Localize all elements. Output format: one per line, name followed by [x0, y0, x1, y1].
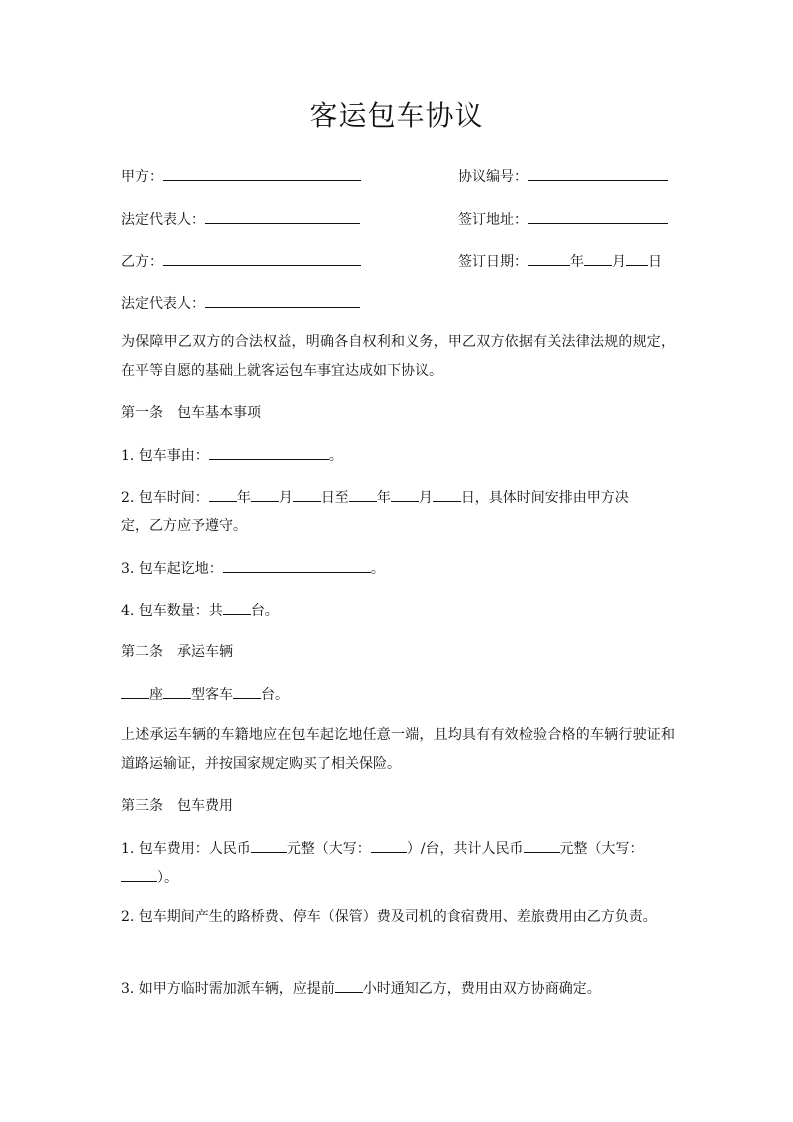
item3-prefix: 3. 包车起讫地：: [121, 561, 223, 577]
end-month-blank[interactable]: [391, 487, 419, 502]
end-month-label: 月: [418, 490, 433, 506]
article2-paragraph: 上述承运车辆的车籍地应在包车起讫地任意一端，且均具有有效检验合格的车辆行驶证和道路运输证，并按国家规定购买了相关保险。: [121, 727, 675, 772]
sign-day-blank[interactable]: [626, 251, 648, 266]
agreement-no-blank[interactable]: [528, 166, 668, 181]
sign-year-label: 年: [570, 254, 584, 270]
article1-item4: [121, 600, 279, 621]
model-label: 型客车: [191, 687, 233, 703]
sign-place-row: [458, 209, 668, 230]
legal-rep-b-label: 法定代表人：: [121, 296, 205, 312]
item3-suffix: 。: [370, 561, 385, 577]
sign-date-label: 签订日期：: [458, 254, 528, 270]
party-a-row: [121, 166, 361, 187]
page-title: 客运包车协议: [309, 99, 484, 132]
notice-prefix: 3. 如甲方临时需加派车辆，应提前: [121, 981, 335, 997]
start-year-blank[interactable]: [209, 487, 237, 502]
party-b-label: 乙方：: [121, 254, 163, 270]
end-day-blank[interactable]: [433, 487, 461, 502]
article1-item2-line2: 定，乙方应予遵守。: [121, 518, 247, 534]
agreement-no-label: 协议编号：: [458, 169, 528, 185]
start-month-blank[interactable]: [251, 487, 279, 502]
item2-suffix: 日，具体时间安排由甲方决: [460, 490, 629, 506]
fee-total-caps-blank[interactable]: [121, 867, 157, 882]
fee-middle: ）/台，共计人民币: [406, 841, 524, 857]
party-a-blank[interactable]: [163, 166, 361, 181]
fee-unit-a: 元整（大写：: [286, 841, 371, 857]
sign-day-label: 日: [648, 254, 662, 270]
start-day-blank[interactable]: [293, 487, 321, 502]
legal-rep-a-row: [121, 209, 360, 230]
party-b-blank[interactable]: [163, 251, 361, 266]
agreement-no-row: [458, 166, 668, 187]
seat-label: 座: [149, 687, 163, 703]
article3-heading: 第三条 包车费用: [121, 798, 233, 814]
seat-blank[interactable]: [121, 684, 149, 699]
item4-suffix: 台。: [250, 603, 279, 619]
day-to-label: 日至: [320, 490, 349, 506]
article1-item3: [121, 558, 385, 579]
charter-reason-blank[interactable]: [209, 445, 329, 460]
legal-rep-a-blank[interactable]: [205, 209, 360, 224]
sign-year-blank[interactable]: [528, 251, 570, 266]
fee-total-blank[interactable]: [524, 838, 560, 853]
start-month-label: 月: [278, 490, 293, 506]
party-a-label: 甲方：: [121, 169, 163, 185]
units-blank[interactable]: [233, 684, 261, 699]
end-year-blank[interactable]: [349, 487, 377, 502]
article3-item3: [121, 978, 601, 999]
item1-prefix: 1. 包车事由：: [121, 448, 209, 464]
preamble-paragraph: 为保障甲乙双方的合法权益，明确各自权利和义务，甲乙双方依据有关法律法规的规定，在平等自愿的基础上就客运包车事宜达成如下协议。: [121, 334, 675, 379]
sign-date-row: [458, 251, 662, 272]
fee-per-vehicle-blank[interactable]: [251, 838, 287, 853]
party-b-row: [121, 251, 361, 272]
legal-rep-a-label: 法定代表人：: [121, 212, 205, 228]
article1-item1: [121, 445, 343, 466]
sign-month-blank[interactable]: [584, 251, 612, 266]
article3-item1-line2: [121, 867, 178, 888]
article3-item2: 2. 包车期间产生的路桥费、停车（保管）费及司机的食宿费用、差旅费用由乙方负责。: [121, 909, 657, 925]
legal-rep-b-row: [121, 293, 360, 314]
article3-item1: [121, 838, 644, 859]
fee-per-vehicle-caps-blank[interactable]: [371, 838, 407, 853]
vehicle-count-blank[interactable]: [223, 600, 251, 615]
article2-heading: 第二条 承运车辆: [121, 644, 233, 660]
article2-vehicle-line: [121, 684, 289, 705]
legal-rep-b-blank[interactable]: [205, 293, 360, 308]
start-year-label: 年: [236, 490, 251, 506]
fee-prefix: 1. 包车费用：人民币: [121, 841, 251, 857]
fee-unit-b: 元整（大写：: [559, 841, 644, 857]
article1-item2: [121, 487, 629, 508]
notice-suffix: 小时通知乙方，费用由双方协商确定。: [362, 981, 601, 997]
item1-suffix: 。: [328, 448, 343, 464]
article1-heading: 第一条 包车基本事项: [121, 405, 261, 421]
notice-hours-blank[interactable]: [335, 978, 363, 993]
item2-prefix: 2. 包车时间：: [121, 490, 209, 506]
units-label: 台。: [261, 687, 289, 703]
sign-place-label: 签订地址：: [458, 212, 528, 228]
fee-end: ）。: [157, 870, 178, 886]
sign-month-label: 月: [612, 254, 626, 270]
end-year-label: 年: [376, 490, 391, 506]
route-blank[interactable]: [223, 558, 371, 573]
model-blank[interactable]: [163, 684, 191, 699]
sign-place-blank[interactable]: [528, 209, 668, 224]
item4-prefix: 4. 包车数量：共: [121, 603, 223, 619]
